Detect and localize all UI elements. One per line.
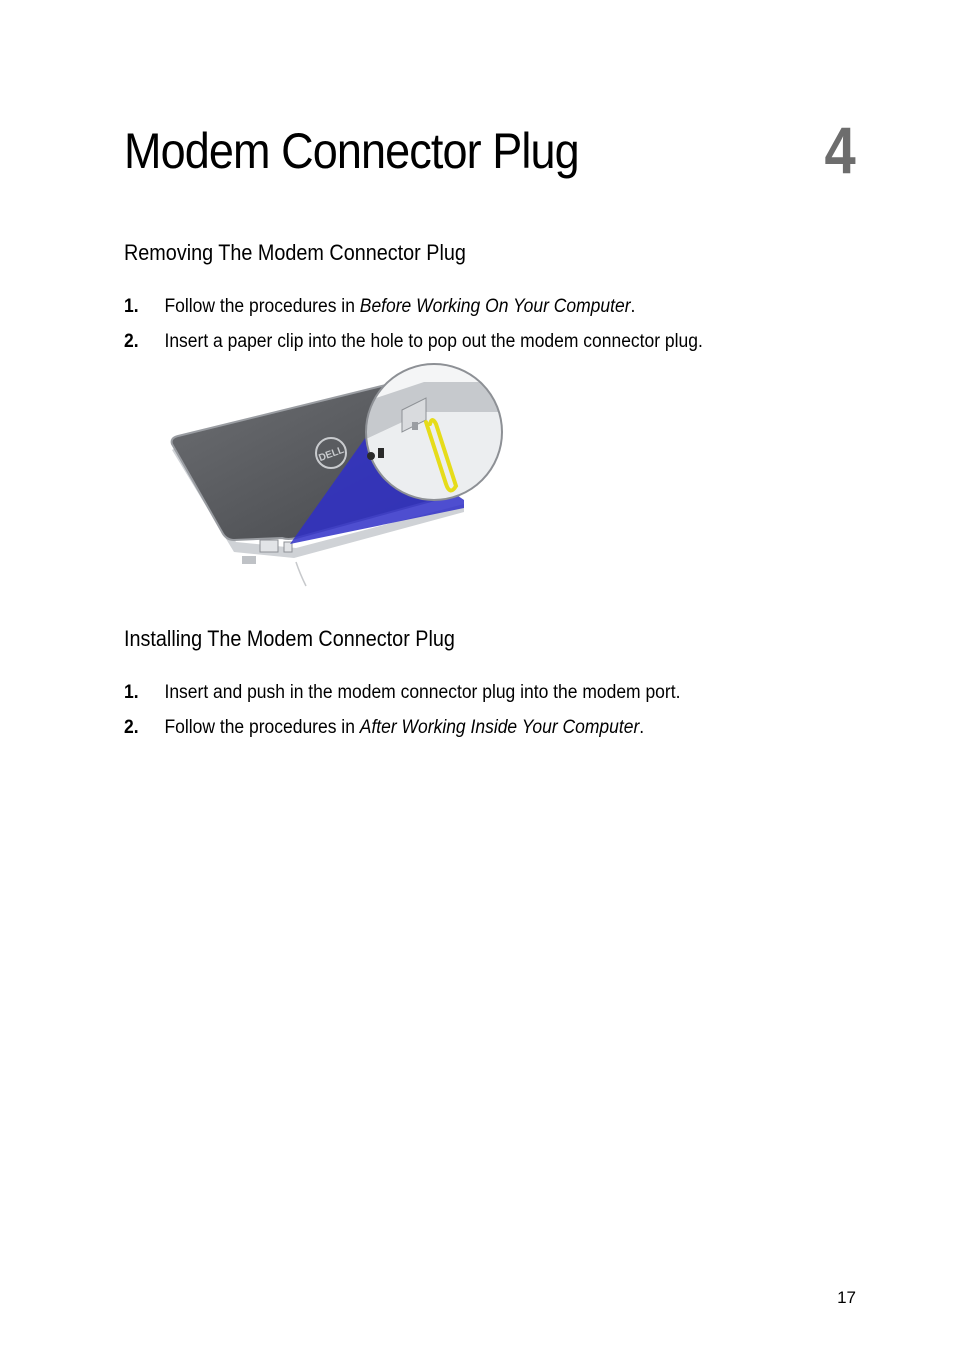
chapter-number: 4 xyxy=(824,113,856,187)
page-number: 17 xyxy=(837,1288,856,1307)
step-text: Insert and push in the modem connector plug into the modem port. xyxy=(164,682,681,703)
modem-plug-removal-illustration xyxy=(164,362,508,592)
step-number: 1. xyxy=(124,682,139,703)
step-number: 2. xyxy=(124,331,139,352)
step-text: Insert a paper clip into the hole to pop out the modem connector plug. xyxy=(164,331,703,352)
cross-reference-link[interactable]: After Working Inside Your Computer xyxy=(359,717,640,738)
section-heading-installing: Installing The Modem Connector Plug xyxy=(124,626,455,651)
step-text: Follow the procedures in After Working Inside Your Computer. xyxy=(164,717,645,738)
step-text: Follow the procedures in Before Working On Your Computer. xyxy=(164,296,636,317)
section-heading-removing: Removing The Modem Connector Plug xyxy=(124,240,466,265)
dell-logo-text: DELL xyxy=(317,444,346,465)
laptop-illustration xyxy=(164,362,508,592)
step-number: 1. xyxy=(124,296,139,317)
cross-reference-link[interactable]: Before Working On Your Computer xyxy=(359,296,631,317)
step-number: 2. xyxy=(124,717,139,738)
chapter-title: Modem Connector Plug xyxy=(124,123,579,179)
